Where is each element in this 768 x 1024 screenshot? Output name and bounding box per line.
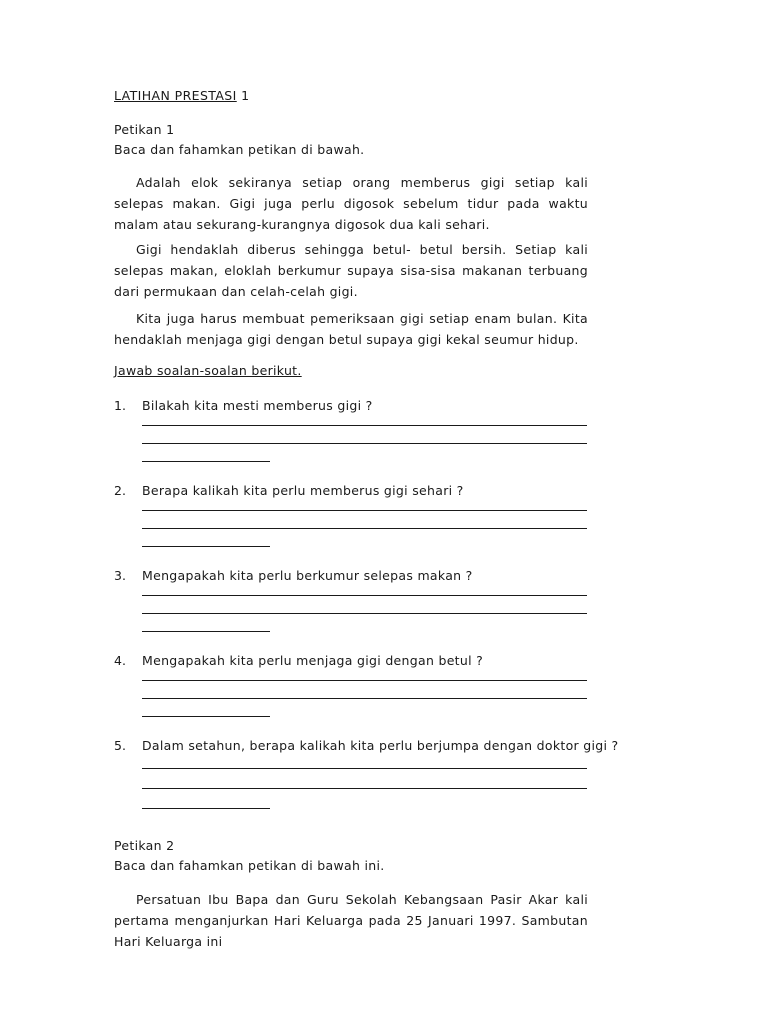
answer-line[interactable] <box>142 680 587 681</box>
title-number: 1 <box>236 88 250 103</box>
answer-line[interactable] <box>142 716 270 717</box>
question-text: Mengapakah kita perlu berkumur selepas makan ? <box>142 568 473 583</box>
question-text: Dalam setahun, berapa kalikah kita perlu berjumpa dengan doktor gigi ? <box>142 738 619 753</box>
answer-line[interactable] <box>142 528 587 529</box>
petikan-1-paragraph-3: Kita juga harus membuat pemeriksaan gigi setiap enam bulan. Kita hendaklah menjaga gigi dengan betul supaya gigi kekal seumur hidup. <box>114 311 588 347</box>
petikan-2-heading: Petikan 2 <box>114 838 175 853</box>
answer-line[interactable] <box>142 808 270 809</box>
question-number: 1. <box>114 398 126 413</box>
question-text: Mengapakah kita perlu menjaga gigi dengan betul ? <box>142 653 484 668</box>
question-number: 4. <box>114 653 126 668</box>
petikan-2-instruction: Baca dan fahamkan petikan di bawah ini. <box>114 858 385 873</box>
answer-line[interactable] <box>142 510 587 511</box>
question-number: 3. <box>114 568 126 583</box>
question-text: Bilakah kita mesti memberus gigi ? <box>142 398 373 413</box>
answer-line[interactable] <box>142 788 587 789</box>
answer-line[interactable] <box>142 595 587 596</box>
answer-line[interactable] <box>142 631 270 632</box>
petikan-1-paragraph-2: Gigi hendaklah diberus sehingga betul- betul bersih. Setiap kali selepas makan, eloklah berkumur supaya sisa-sisa makanan terbuang dari permukaan dan celah-celah gigi. <box>114 242 588 299</box>
petikan-2-paragraph-1: Persatuan Ibu Bapa dan Guru Sekolah Kebangsaan Pasir Akar kali pertama menganjurkan Hari Keluarga pada 25 Januari 1997. Sambutan Hari Keluarga ini <box>114 892 588 949</box>
question-text: Berapa kalikah kita perlu memberus gigi sehari ? <box>142 483 464 498</box>
answer-line[interactable] <box>142 613 587 614</box>
petikan-1-instruction: Baca dan fahamkan petikan di bawah. <box>114 142 365 157</box>
answer-line[interactable] <box>142 546 270 547</box>
answer-line[interactable] <box>142 443 587 444</box>
worksheet-title <box>114 88 249 103</box>
answer-line[interactable] <box>142 461 270 462</box>
title-text: LATIHAN PRESTASI <box>114 88 237 103</box>
answer-line[interactable] <box>142 425 587 426</box>
question-number: 2. <box>114 483 126 498</box>
petikan-1-paragraph-1: Adalah elok sekiranya setiap orang memberus gigi setiap kali selepas makan. Gigi juga perlu digosok sebelum tidur pada waktu malam atau sekurang-kurangnya digosok dua kali sehari. <box>114 175 588 232</box>
question-number: 5. <box>114 738 126 753</box>
answer-line[interactable] <box>142 768 587 769</box>
petikan-1-heading: Petikan 1 <box>114 122 175 137</box>
questions-instruction: Jawab soalan-soalan berikut. <box>114 363 302 378</box>
answer-line[interactable] <box>142 698 587 699</box>
